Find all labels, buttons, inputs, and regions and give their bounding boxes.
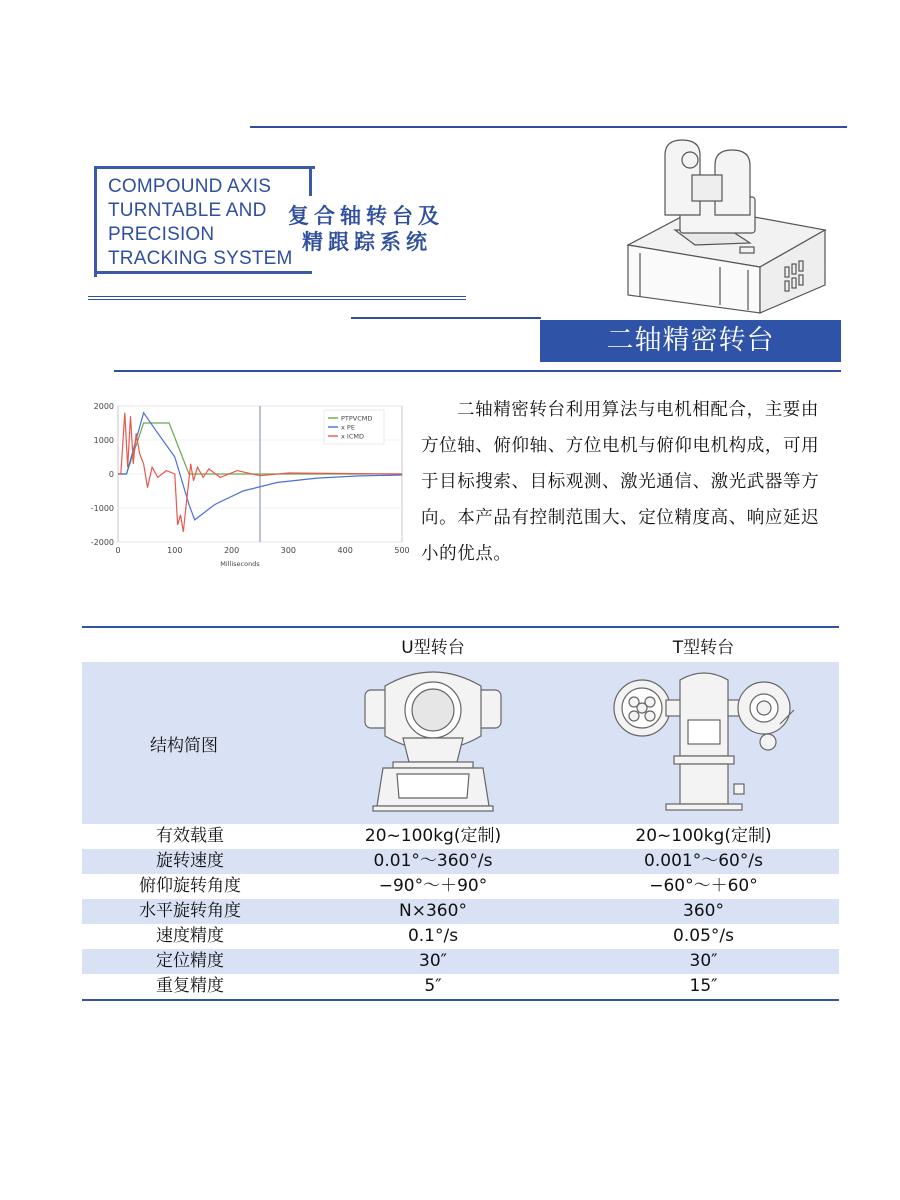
x-tick-label: 0 <box>115 546 121 555</box>
header-rule-mid <box>351 317 541 319</box>
y-tick-label: 2000 <box>93 402 114 411</box>
spec-table <box>82 626 839 1001</box>
row-label: 定位精度 <box>82 949 298 974</box>
legend-entry: x ICMD <box>341 432 364 441</box>
row-label: 旋转速度 <box>82 849 298 874</box>
u-turntable-drawing <box>353 666 513 816</box>
legend-entry: PTPVCMD <box>341 414 373 423</box>
row-value-t: 0.001°～60°/s <box>568 849 839 874</box>
x-tick-label: 400 <box>337 546 353 555</box>
x-tick-label: 300 <box>280 546 297 555</box>
header-rule-left-2 <box>88 299 466 300</box>
table-row-diagram <box>82 662 839 824</box>
row-value-u: −90°～＋90° <box>378 876 488 896</box>
row-value-t: 30″ <box>568 949 839 974</box>
row-value-t: 15″ <box>689 976 718 996</box>
y-tick-label: 0 <box>108 470 114 479</box>
header-rule-left-1 <box>88 296 466 297</box>
row-value-u: 30″ <box>298 949 568 974</box>
row-value-t: 360° <box>568 899 839 924</box>
product-illustration <box>620 135 845 315</box>
response-chart <box>84 396 410 574</box>
header-rule-top <box>250 126 847 128</box>
english-title: COMPOUND AXIS TURNTABLE AND PRECISION TRACKING SYSTEM <box>108 176 293 269</box>
y-tick-label: 1000 <box>93 436 114 445</box>
legend-entry: x PE <box>341 423 355 432</box>
row-label: 重复精度 <box>156 976 224 996</box>
row-value-u: 0.1°/s <box>407 926 459 946</box>
u-turntable-diagram <box>298 662 568 824</box>
chinese-title: 复合轴转台及 精跟踪系统 <box>288 204 444 254</box>
header-cell-t: T型转台 <box>672 637 735 658</box>
diagram-label: 结构简图 <box>82 662 298 824</box>
table-header-row <box>82 627 839 662</box>
intro-paragraph: 二轴精密转台利用算法与电机相配合，主要由方位轴、俯仰轴、方位电机与俯仰电机构成，可用于目标搜索、目标观测、激光通信、激光武器等方向。本产品有控制范围大、定位精度高、响应延迟小的优点。 <box>421 400 820 564</box>
row-label: 水平旋转角度 <box>82 899 298 924</box>
row-label: 俯仰旋转角度 <box>139 876 241 896</box>
row-value-t: 0.05°/s <box>673 926 734 946</box>
y-tick-label: -1000 <box>90 504 114 513</box>
table-row <box>82 824 839 849</box>
header-cell-empty <box>82 627 298 662</box>
section-rule <box>114 370 841 372</box>
row-value-t: −60°～＋60° <box>649 876 758 896</box>
row-value-u: 0.01°～360°/s <box>298 849 568 874</box>
y-tick-label: -2000 <box>90 538 114 547</box>
row-value-u: 5″ <box>424 976 442 996</box>
x-tick-label: 500 <box>394 546 410 555</box>
table-row <box>82 924 839 949</box>
x-tick-label: 100 <box>167 546 183 555</box>
table-row <box>82 899 839 924</box>
section-banner: 二轴精密转台 <box>540 320 841 362</box>
t-turntable-diagram <box>568 662 839 824</box>
header-cell-u: U型转台 <box>401 637 465 658</box>
row-value-t: 20~100kg(定制) <box>635 826 772 846</box>
title-box-bottom <box>94 271 312 274</box>
table-row <box>82 974 839 1000</box>
row-value-u: N×360° <box>298 899 568 924</box>
x-axis-label: Milliseconds <box>220 560 260 568</box>
table-row <box>82 849 839 874</box>
title-box-edge <box>309 166 312 196</box>
row-label: 速度精度 <box>156 926 224 946</box>
x-tick-label: 200 <box>223 546 240 555</box>
row-value-u: 20~100kg(定制) <box>364 826 502 846</box>
table-row <box>82 874 839 899</box>
row-label: 有效载重 <box>156 826 224 846</box>
table-row <box>82 949 839 974</box>
t-turntable-drawing <box>604 666 804 816</box>
